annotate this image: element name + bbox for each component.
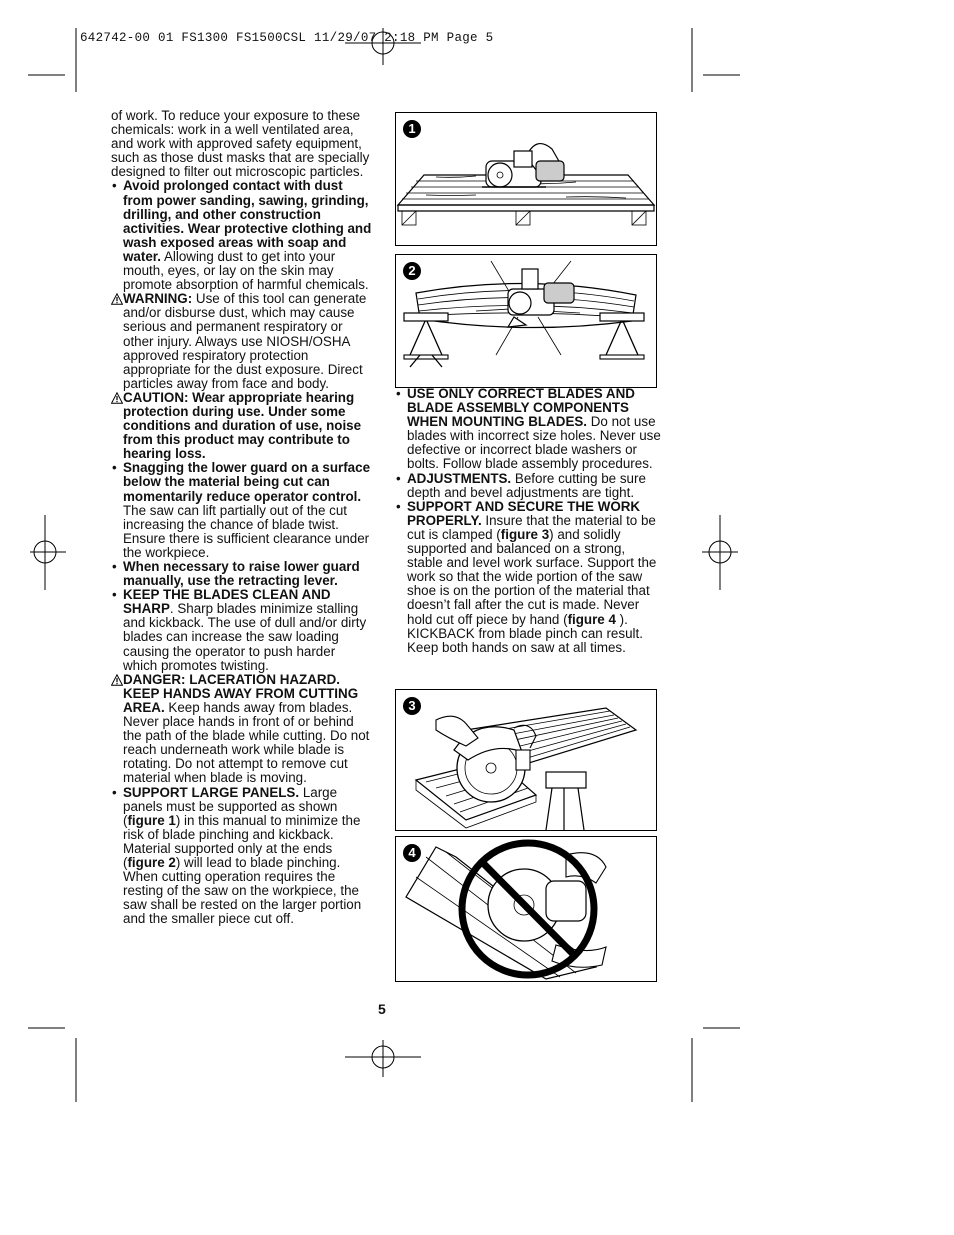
figure-1-ref: figure 1: [127, 812, 176, 828]
secure-text-1: Insure that the material to be cut is clamped (: [407, 512, 656, 542]
figure-3-illustration: [396, 690, 656, 830]
snag-bullet: [111, 461, 373, 560]
figure-2-number: 2: [403, 262, 421, 280]
raise-guard-bold: When necessary to raise lower guard manually, use the retracting lever.: [123, 559, 360, 589]
sharp-text: . Sharp blades minimize stalling and kickback. The use of dull and/or dirty blades can increase the saw loading causing the operator to push harder which promotes twisting.: [123, 601, 367, 673]
danger-triangle-icon: [111, 674, 123, 686]
figure-2: [395, 254, 657, 388]
warning-triangle-icon: [111, 293, 123, 305]
blades-bold: USE ONLY CORRECT BLADES AND BLADE ASSEMBLY COMPONENTS WHEN MOUNTING BLADES.: [407, 386, 635, 430]
figure-4: [395, 836, 657, 982]
figure-4-illustration: [396, 837, 656, 981]
adjustments-bullet: [395, 472, 661, 500]
blades-text: Do not use blades with incorrect size holes. Never use defective or incorrect blade washers or bolts. Follow blade assembly procedures.: [407, 414, 661, 472]
figure-3-number: 3: [403, 697, 421, 715]
sharp-blades-bullet: [111, 588, 373, 673]
bullet-mark: •: [112, 587, 117, 603]
snag-text: The saw can lift partially out of the cut increasing the chance of blade twist. Ensure there is sufficient clearance under the workpiece.: [123, 502, 370, 560]
print-slug: 642742-00 01 FS1300 FS1500CSL 11/29/07 2:18 PM Page 5: [80, 31, 494, 45]
figure-1: [395, 112, 657, 246]
secure-text-2: ) and solidly supported and balanced on a strong, stable and level work surface. Support the work so that the wide portion of the saw shoe is on the portion of the material that doesn’t fall after the cut is made. Never hold cut off piece by hand (: [407, 526, 657, 627]
figure-4-number: 4: [403, 844, 421, 862]
figure-3: [395, 689, 657, 831]
figure-3-ref: figure 3: [500, 526, 550, 542]
panels-text-3: ) will lead to blade pinching. When cutting operation requires the resting of the saw on the workpiece, the saw shall be rested on the larger portion and the smaller piece cut off.: [123, 854, 362, 927]
snag-bold: Snagging the lower guard on a surface below the material being cut can momentarily reduce operator control.: [123, 460, 371, 504]
bullet-mark: •: [396, 386, 401, 401]
danger-item: [111, 673, 373, 786]
bullet-mark: •: [396, 498, 401, 514]
caution-triangle-icon: [111, 392, 123, 404]
figure-2-ref: figure 2: [127, 854, 176, 870]
warning-text: Use of this tool can generate and/or disburse dust, which may cause serious and permanent respiratory or other injury. Always use NIOSH/OSHA approved respiratory protection appropriate for the dust exposure. Direct particles away from face and body.: [123, 291, 367, 391]
intro-paragraph: of work. To reduce your exposure to these chemicals: work in a well ventilated area, and work with approved safety equipment, such as those dust masks that are specially designed to filter out microscopic particles.: [111, 108, 370, 180]
adjust-bold: ADJUSTMENTS.: [407, 470, 512, 486]
warning-bold: WARNING:: [123, 291, 193, 307]
secure-bold: SUPPORT AND SECURE THE WORK PROPERLY.: [407, 498, 641, 528]
panels-bold: SUPPORT LARGE PANELS.: [123, 784, 300, 800]
large-panels-bullet: [111, 786, 373, 927]
caution-bold: CAUTION: Wear appropriate hearing protection during use. Under some conditions and duration of use, noise from this product may contribute to hearing loss.: [123, 389, 362, 462]
danger-text: Keep hands away from blades. Never place hands in front of or behind the path of the blade while cutting. Do not reach underneath work while blade is rotating. Do not attempt to remove cut material when blade is moving.: [123, 699, 370, 786]
bullet-mark: •: [112, 178, 117, 194]
secure-text-3: ). KICKBACK from blade pinch can result. Keep both hands on saw at all times.: [407, 611, 643, 655]
page-number: 5: [378, 1001, 386, 1017]
correct-blades-bullet: [395, 387, 661, 472]
figure-1-illustration: [396, 113, 656, 245]
secure-work-bullet: [395, 500, 661, 655]
danger-bold: DANGER: LACERATION HAZARD. KEEP HANDS AWAY FROM CUTTING AREA.: [123, 671, 359, 715]
right-column: [395, 387, 661, 655]
panels-text-1: Large panels must be supported as shown (: [123, 784, 338, 828]
bullet-mark: •: [112, 460, 117, 476]
figure-4-ref: figure 4: [567, 611, 616, 627]
dust-bold: Avoid prolonged contact with dust from power sanding, sawing, grinding, drilling, and other construction activities. Wear protective clothing and wash exposed areas with soap and water.: [123, 178, 372, 264]
dust-bullet: [111, 179, 373, 292]
bullet-mark: •: [112, 559, 117, 574]
caution-item: [111, 391, 373, 461]
warning-item: [111, 292, 373, 391]
bullet-mark: •: [396, 470, 401, 486]
raise-guard-bullet: [111, 560, 373, 588]
adjust-text: Before cutting be sure depth and bevel adjustments are tight.: [407, 470, 646, 500]
sharp-bold: KEEP THE BLADES CLEAN AND SHARP: [123, 587, 331, 617]
dust-text: Allowing dust to get into your mouth, eyes, or lay on the skin may promote absorption of harmful chemicals.: [123, 248, 369, 293]
left-column: [111, 109, 373, 926]
figure-1-number: 1: [403, 120, 421, 138]
figure-2-illustration: [396, 255, 656, 387]
bullet-mark: •: [112, 784, 117, 800]
panels-text-2: ) in this manual to minimize the risk of blade pinching and kickback. Material supported only at the ends (: [123, 812, 361, 870]
